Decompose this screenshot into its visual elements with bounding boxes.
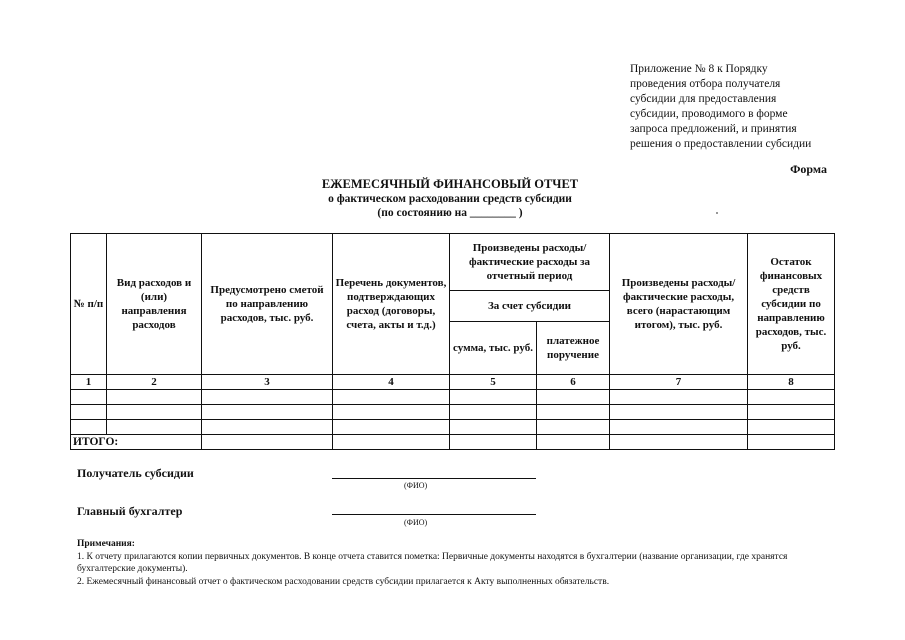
report-subtitle: о фактическом расходовании средств субсидии	[328, 193, 572, 205]
column-number: 8	[748, 375, 835, 390]
appendix-line: субсидии, проводимого в форме	[630, 108, 788, 120]
total-cell[interactable]	[202, 435, 333, 450]
table-cell[interactable]	[748, 405, 835, 420]
table-cell[interactable]	[107, 390, 202, 405]
header-payment-order: платежное поручение	[537, 322, 610, 375]
report-title: ЕЖЕМЕСЯЧНЫЙ ФИНАНСОВЫЙ ОТЧЕТ	[321, 177, 579, 191]
appendix-line: Приложение № 8 к Порядку	[630, 63, 768, 75]
recipient-label: Получатель субсидии	[77, 466, 194, 480]
report-date-line: (по состоянию на ________ )	[377, 207, 523, 219]
header-expense-type: Вид расходов и (или) направления расходов	[107, 234, 202, 375]
table-row	[71, 390, 835, 405]
column-number: 1	[71, 375, 107, 390]
column-number: 4	[333, 375, 450, 390]
recipient-signature-line[interactable]	[332, 478, 536, 479]
column-number: 3	[202, 375, 333, 390]
header-remainder: Остаток финансовых средств субсидии по направлению расходов, тыс. руб.	[748, 234, 835, 375]
header-expenses-group: Произведены расходы/фактические расходы за отчетный период	[450, 234, 610, 291]
table-cell[interactable]	[450, 405, 537, 420]
header-number: № п/п	[71, 234, 107, 375]
table-cell[interactable]	[610, 420, 748, 435]
report-table	[70, 233, 835, 450]
recipient-fio-hint: (ФИО)	[404, 481, 428, 490]
table-cell[interactable]	[71, 390, 107, 405]
table-cell[interactable]	[71, 420, 107, 435]
table-cell[interactable]	[610, 405, 748, 420]
table-cell[interactable]	[107, 420, 202, 435]
total-row	[71, 435, 835, 450]
header-total-expenses: Произведены расходы/фактические расходы, всего (нарастающим итогом), тыс. руб.	[610, 234, 748, 375]
accountant-fio-hint: (ФИО)	[404, 518, 428, 527]
appendix-line: решения о предоставлении субсидии	[630, 138, 812, 150]
table-cell[interactable]	[537, 405, 610, 420]
table-row	[71, 420, 835, 435]
table-cell[interactable]	[537, 420, 610, 435]
table-cell[interactable]	[610, 390, 748, 405]
column-number-row	[71, 375, 835, 390]
column-number: 2	[107, 375, 202, 390]
total-cell[interactable]	[610, 435, 748, 450]
column-number: 6	[537, 375, 610, 390]
header-documents: Перечень документов, подтверждающих расход (договоры, счета, акты и т.д.)	[333, 234, 450, 375]
column-number: 7	[610, 375, 748, 390]
header-sum: сумма, тыс. руб.	[450, 322, 537, 375]
appendix-line: запроса предложений, и принятия	[630, 123, 797, 135]
total-cell[interactable]	[333, 435, 450, 450]
scan-dot	[716, 212, 718, 214]
header-planned: Предусмотрено сметой по направлению расходов, тыс. руб.	[202, 234, 333, 375]
table-cell[interactable]	[71, 405, 107, 420]
note-item: 2. Ежемесячный финансовый отчет о фактическом расходовании средств субсидии прилагается к Акту выполненных обязательств.	[77, 576, 610, 587]
table-cell[interactable]	[748, 390, 835, 405]
appendix-line: проведения отбора получателя	[630, 78, 781, 90]
table-cell[interactable]	[202, 405, 333, 420]
table-cell[interactable]	[450, 420, 537, 435]
table-cell[interactable]	[537, 390, 610, 405]
table-cell[interactable]	[333, 390, 450, 405]
appendix-line: субсидии для предоставления	[630, 93, 777, 105]
total-label: ИТОГО:	[71, 435, 202, 450]
total-cell[interactable]	[748, 435, 835, 450]
table-cell[interactable]	[748, 420, 835, 435]
column-number: 5	[450, 375, 537, 390]
table-cell[interactable]	[333, 420, 450, 435]
appendix-note	[630, 62, 850, 152]
table-cell[interactable]	[202, 390, 333, 405]
accountant-label: Главный бухгалтер	[77, 504, 183, 518]
total-cell[interactable]	[450, 435, 537, 450]
notes-section	[77, 538, 837, 588]
header-subsidy-group: За счет субсидии	[450, 291, 610, 322]
table-cell[interactable]	[450, 390, 537, 405]
table-row	[71, 405, 835, 420]
title-block	[250, 177, 650, 220]
table-cell[interactable]	[333, 405, 450, 420]
table-cell[interactable]	[202, 420, 333, 435]
table-cell[interactable]	[107, 405, 202, 420]
accountant-signature-line[interactable]	[332, 514, 536, 515]
total-cell[interactable]	[537, 435, 610, 450]
form-label: Форма	[790, 162, 827, 176]
note-item: 1. К отчету прилагаются копии первичных документов. В конце отчета ставится пометка: Первичные документы находятся в бухгалтерии (название организации, где хранятся бухгалтерские документы).	[77, 551, 788, 574]
notes-heading: Примечания:	[77, 539, 135, 549]
